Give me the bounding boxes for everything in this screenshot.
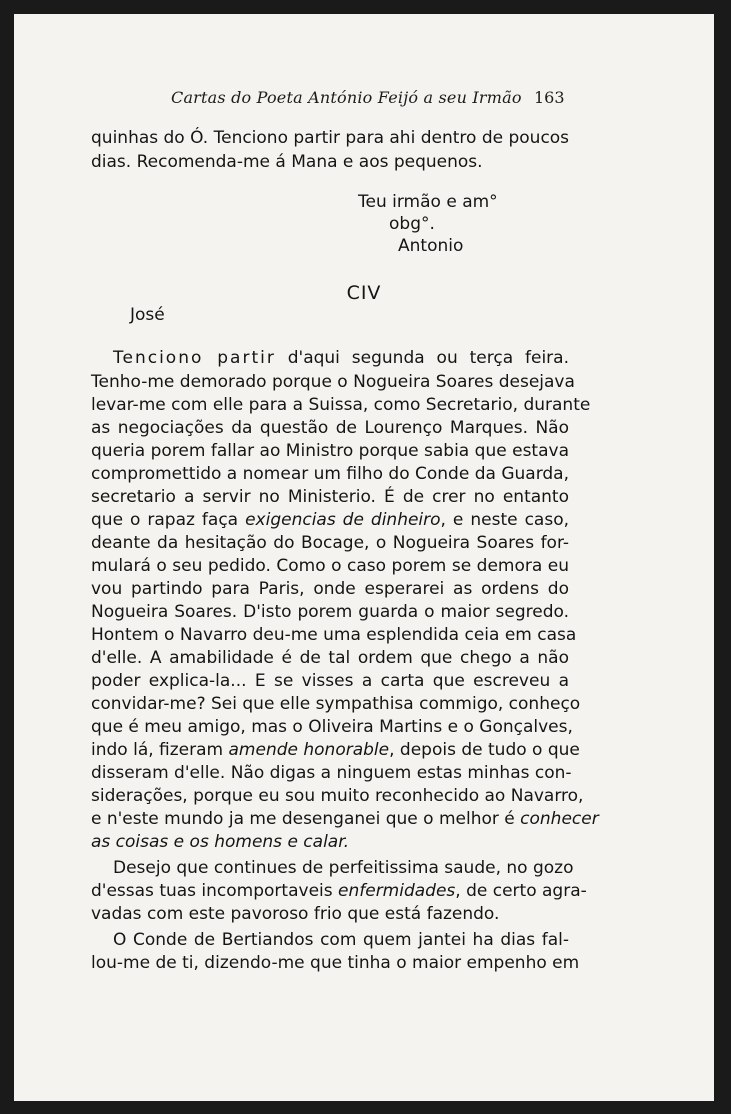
text-line: disseram d'elle. Não digas a ninguem estas minhas con- (91, 763, 572, 783)
page-header (14, 88, 714, 112)
text-line (91, 738, 580, 762)
text-line: compromettido a nomear um filho do Conde da Guarda, (91, 464, 569, 484)
page-number: 163 (534, 88, 565, 107)
text-run: Tenciono partir (113, 348, 276, 368)
salutation: José (130, 305, 165, 325)
text-line: convidar-me? Sei que elle sympathisa commigo, conheço (91, 694, 581, 714)
text-line: O Conde de Bertiandos com quem jantei ha dias fal- (113, 930, 569, 950)
text-line: queria porem fallar ao Ministro porque sabia que estava (91, 441, 569, 461)
italic-run: conhecer (520, 809, 599, 829)
text-line: vou partindo para Paris, onde esperarei as ordens do (91, 579, 569, 599)
text-run: d'aqui segunda ou terça feira. (275, 348, 569, 368)
text-line: as negociações da questão de Lourenço Marques. Não (91, 418, 569, 438)
text-line: deante da hesitação do Bocage, o Nogueira Soares for- (91, 533, 569, 553)
text-line (91, 879, 587, 903)
text-line: siderações, porque eu sou muito reconhecido ao Navarro, (91, 786, 584, 806)
text-line: Hontem o Navarro deu-me uma esplendida ceia em casa (91, 625, 577, 645)
text-line: mulará o seu pedido. Como o caso porem se demora eu (91, 556, 569, 576)
text-line: dias. Recomenda-me á Mana e aos pequenos. (91, 152, 483, 172)
text-run: d'essas tuas incomportaveis (91, 881, 339, 901)
running-title: Cartas do Poeta António Feijó a seu Irmão (171, 88, 522, 107)
text-line: que é meu amigo, mas o Oliveira Martins e o Gonçalves, (91, 717, 573, 737)
italic-run: enfermidades (338, 881, 456, 901)
italic-run: amende honorable (228, 740, 390, 760)
closing-line: Teu irmão e am° (358, 192, 498, 212)
text-run: , e neste caso, (440, 510, 570, 530)
text-line: lou-me de ti, dizendo-me que tinha o maior empenho em (91, 953, 580, 973)
text-line: quinhas do Ó. Tenciono partir para ahi dentro de poucos (91, 128, 570, 148)
text-line: Tenho-me demorado porque o Nogueira Soares desejava (91, 372, 575, 392)
text-line (91, 830, 569, 854)
book-page (14, 14, 714, 1101)
signature-name: Antonio (398, 236, 464, 256)
italic-run: exigencias de dinheiro (245, 510, 441, 530)
text-run: e n'este mundo ja me desenganei que o melhor é (91, 809, 521, 829)
text-line: levar-me com elle para a Suissa, como Secretario, durante (91, 395, 591, 415)
text-line: Nogueira Soares. D'isto porem guarda o maior segredo. (91, 602, 569, 622)
text-run: que o rapaz faça (91, 510, 246, 530)
text-line: vadas com este pavoroso frio que está fazendo. (91, 904, 500, 924)
text-line (91, 508, 569, 532)
text-run: indo lá, fizeram (91, 740, 229, 760)
text-line: Desejo que continues de perfeitissima saude, no gozo (113, 858, 574, 878)
italic-run: as coisas e os homens e calar. (91, 832, 350, 852)
closing-line: obg°. (389, 214, 435, 234)
text-line (113, 346, 569, 370)
text-line: secretario a servir no Ministerio. É de crer no entanto (91, 487, 569, 507)
text-line: d'elle. A amabilidade é de tal ordem que chego a não (91, 648, 569, 668)
text-line: poder explica-la... E se visses a carta que escreveu a (91, 671, 569, 691)
text-line (91, 807, 599, 831)
letter-number-heading: CIV (346, 282, 382, 304)
text-run: , depois de tudo o que (389, 740, 580, 760)
text-run: , de certo agra- (455, 881, 587, 901)
